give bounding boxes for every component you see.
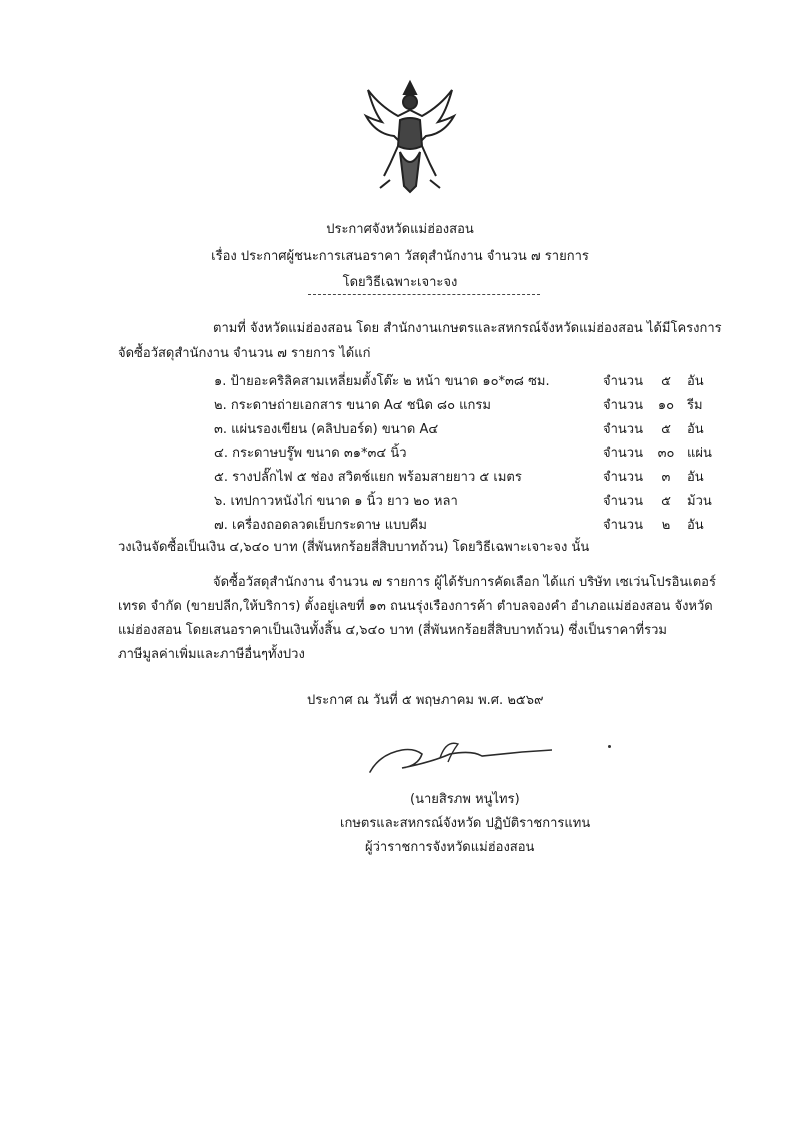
signature-icon — [362, 732, 552, 782]
item-name: ๕. รางปลั๊กไฟ ๕ ช่อง สวิตช์แยก พร้อมสายยาว ๕ เมตร — [214, 470, 522, 485]
header-divider — [308, 294, 540, 295]
intro-line-1: ตามที่ จังหวัดแม่ฮ่องสอน โดย สำนักงานเกษตรและสหกรณ์จังหวัดแม่ฮ่องสอน ได้มีโครงการ — [213, 321, 722, 336]
intro-line-2: จัดซื้อวัสดุสำนักงาน จำนวน ๗ รายการ ได้แก่ — [118, 346, 371, 361]
item-name: ๔. กระดาษบรู๊พ ขนาด ๓๑*๓๔ นิ้ว — [214, 446, 407, 461]
announce-date: ประกาศ ณ วันที่ ๕ พฤษภาคม พ.ศ. ๒๕๖๙ — [307, 693, 544, 708]
header-line-1: ประกาศจังหวัดแม่ฮ่องสอน — [326, 222, 474, 237]
result-line-3: แม่ฮ่องสอน โดยเสนอราคาเป็นเงินทั้งสิ้น ๔,๖๔๐ บาท (สี่พันหกร้อยสี่สิบบาทถ้วน) ซึ่งเป็นราคาที่รวม — [118, 623, 667, 638]
header-subject: เรื่อง ประกาศผู้ชนะการเสนอราคา วัสดุสำนักงาน จำนวน ๗ รายการ — [211, 249, 589, 264]
item-quantity: จำนวน ๒ อัน — [603, 518, 704, 533]
budget-line: วงเงินจัดซื้อเป็นเงิน ๔,๖๔๐ บาท (สี่พันหกร้อยสี่สิบบาทถ้วน) โดยวิธีเฉพาะเจาะจง นั้น — [118, 540, 590, 555]
ink-dot — [608, 745, 611, 748]
signer-name: (นายสิรภพ หนูไทร) — [410, 792, 520, 807]
header-method: โดยวิธีเฉพาะเจาะจง — [342, 275, 458, 290]
item-quantity: จำนวน ๕ อัน — [603, 374, 704, 389]
item-quantity: จำนวน ๕ ม้วน — [603, 494, 712, 509]
item-name: ๑. ป้ายอะคริลิคสามเหลี่ยมตั้งโต๊ะ ๒ หน้า ขนาด ๑๐*๓๘ ซม. — [214, 374, 550, 389]
result-line-4: ภาษีมูลค่าเพิ่มและภาษีอื่นๆทั้งปวง — [118, 647, 305, 662]
item-name: ๖. เทปกาวหนังไก่ ขนาด ๑ นิ้ว ยาว ๒๐ หลา — [214, 494, 458, 509]
item-quantity: จำนวน ๕ อัน — [603, 422, 704, 437]
item-name: ๗. เครื่องถอดลวดเย็บกระดาษ แบบคีม — [214, 518, 427, 533]
item-quantity: จำนวน ๓๐ แผ่น — [603, 446, 712, 461]
garuda-emblem-icon — [360, 76, 460, 196]
result-line-1: จัดซื้อวัสดุสำนักงาน จำนวน ๗ รายการ ผู้ได้รับการคัดเลือก ได้แก่ บริษัท เซเว่นโปรอินเตอร์ — [213, 575, 716, 590]
item-name: ๒. กระดาษถ่ายเอกสาร ขนาด A๔ ชนิด ๘๐ แกรม — [214, 398, 491, 413]
item-quantity: จำนวน ๓ อัน — [603, 470, 704, 485]
item-name: ๓. แผ่นรองเขียน (คลิปบอร์ด) ขนาด A๔ — [214, 422, 439, 437]
signer-position-1: เกษตรและสหกรณ์จังหวัด ปฏิบัติราชการแทน — [340, 816, 591, 831]
result-line-2: เทรด จำกัด (ขายปลีก,ให้บริการ) ตั้งอยู่เลขที่ ๑๓ ถนนรุ่งเรืองการค้า ตำบลจองคำ อำเภอแม่ฮ่องสอน จังหวัด — [118, 599, 713, 614]
item-quantity: จำนวน ๑๐ รีม — [603, 398, 703, 413]
signer-position-2: ผู้ว่าราชการจังหวัดแม่ฮ่องสอน — [365, 840, 535, 855]
